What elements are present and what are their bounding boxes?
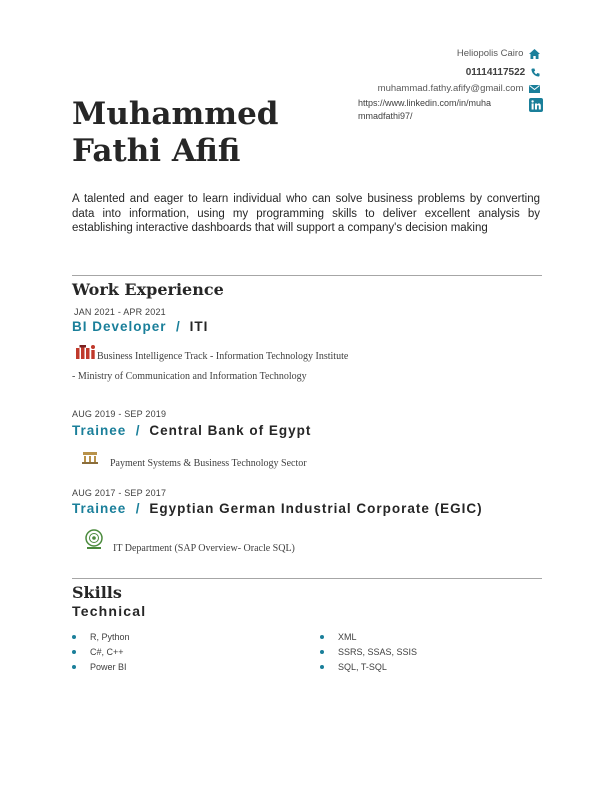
location-text: Heliopolis Cairo xyxy=(456,48,524,59)
job-1-role xyxy=(72,319,208,334)
iti-logo-icon xyxy=(76,344,96,362)
job-3-separator: / xyxy=(131,501,141,516)
contact-location xyxy=(457,48,540,59)
job-3-detail-line-1: IT Department (SAP Overview- Oracle SQL) xyxy=(113,543,295,554)
skills-list-right xyxy=(320,630,417,675)
name-line-1: Muhammed xyxy=(72,96,279,132)
job-1-dates: JAN 2021 - APR 2021 xyxy=(74,307,166,317)
list-item: R, Python xyxy=(72,630,130,645)
list-item: Power BI xyxy=(72,660,130,675)
job-3-role xyxy=(72,501,483,516)
phone-icon xyxy=(531,68,540,77)
section-divider xyxy=(72,275,542,276)
contact-phone xyxy=(466,67,540,78)
home-icon xyxy=(529,49,540,59)
skills-list-left xyxy=(72,630,130,675)
job-2-dates: AUG 2019 - SEP 2019 xyxy=(72,409,167,419)
contact-linkedin[interactable] xyxy=(358,97,540,123)
phone-text: 01114117522 xyxy=(465,67,526,78)
job-2-detail-line-1: Payment Systems & Business Technology Sector xyxy=(110,458,307,469)
linkedin-url[interactable]: https://www.linkedin.com/in/muhammadfathi97/ xyxy=(358,98,492,121)
egic-logo-icon xyxy=(84,528,104,550)
list-item: SSRS, SSAS, SSIS xyxy=(320,645,417,660)
job-2-title: Trainee xyxy=(72,423,127,438)
job-2-role xyxy=(72,423,311,438)
candidate-name xyxy=(72,96,278,170)
job-3-dates: AUG 2017 - SEP 2017 xyxy=(72,488,167,498)
central-bank-logo-icon xyxy=(80,449,100,467)
job-1-org: ITI xyxy=(189,319,209,334)
linkedin-icon[interactable] xyxy=(529,98,543,112)
technical-subheading: Technical xyxy=(72,603,147,619)
list-item: XML xyxy=(320,630,417,645)
job-3-title: Trainee xyxy=(72,501,127,516)
envelope-icon xyxy=(529,85,540,93)
list-item: C#, C++ xyxy=(72,645,130,660)
job-2-org: Central Bank of Egypt xyxy=(149,423,312,438)
job-1-separator: / xyxy=(171,319,181,334)
job-1-detail-line-2: - Ministry of Communication and Information Technology xyxy=(72,371,307,382)
job-1-detail-line-1: Business Intelligence Track - Information Technology Institute xyxy=(97,351,349,362)
list-item: SQL, T-SQL xyxy=(320,660,417,675)
name-line-2: Fathi Afifi xyxy=(72,133,241,169)
email-text[interactable]: muhammad.fathy.afify@gmail.com xyxy=(377,83,524,94)
job-2-separator: / xyxy=(131,423,141,438)
contact-email[interactable] xyxy=(378,83,540,94)
skills-heading: Skills xyxy=(72,583,122,602)
job-1-title: BI Developer xyxy=(72,319,167,334)
section-divider xyxy=(72,578,542,579)
job-3-org: Egyptian German Industrial Corporate (EGIC) xyxy=(149,501,483,516)
work-experience-heading: Work Experience xyxy=(72,280,224,299)
profile-summary: A talented and eager to learn individual who can solve business problems by converting data into information, using my programming skills to deliver excellent analysis by establishing interactive dashboards that will support a company's decision making xyxy=(72,193,540,234)
